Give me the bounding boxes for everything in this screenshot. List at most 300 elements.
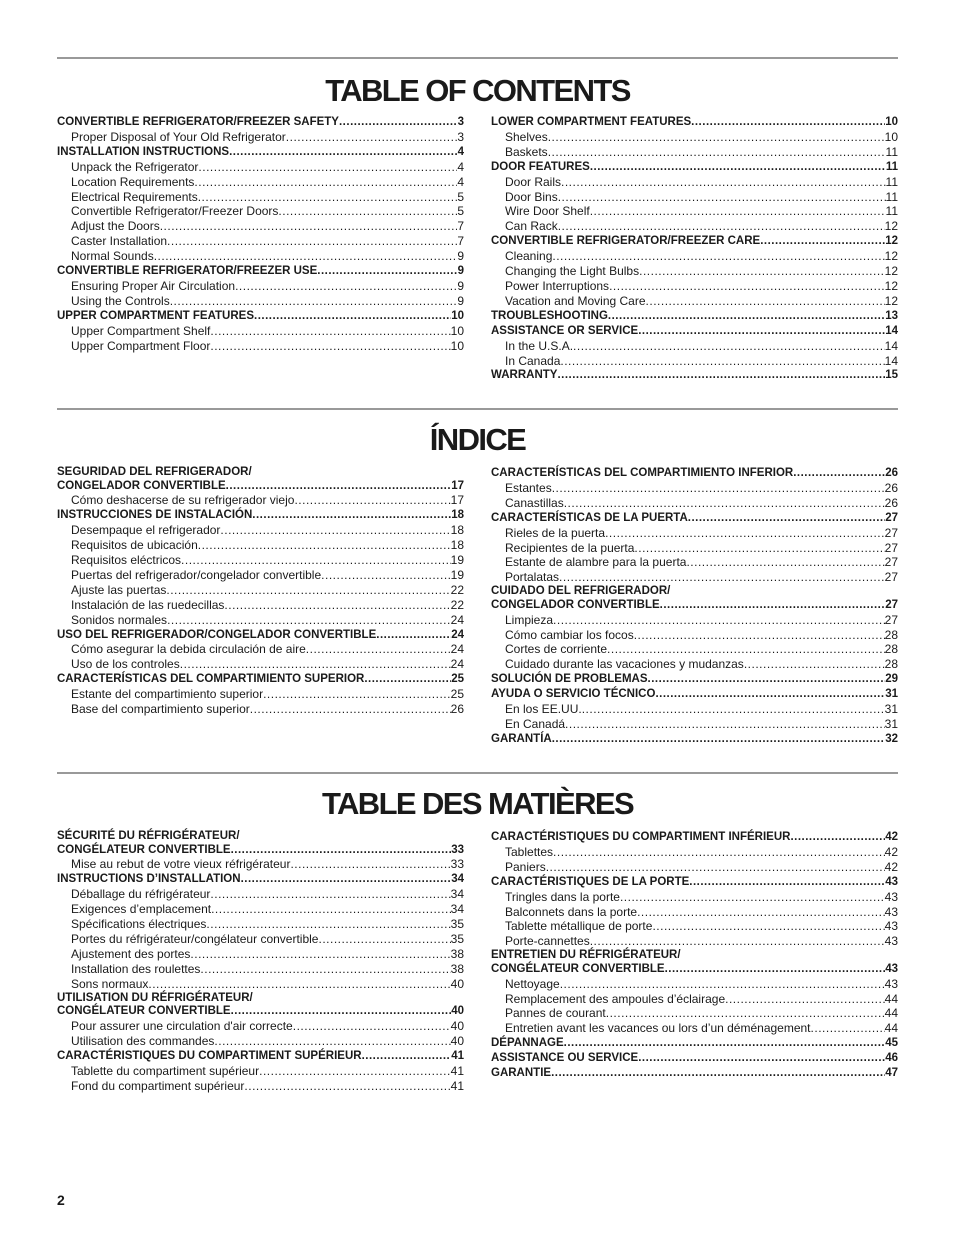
toc-subentry <box>491 845 898 860</box>
toc-entry-label: INSTRUCCIONES DE INSTALACIÓN <box>57 509 253 522</box>
toc-heading-entry <box>491 875 898 890</box>
toc-subentry <box>491 145 898 160</box>
toc-entry-label: CARACTERÍSTICAS DEL COMPARTIMIENTO INFERIOR <box>491 467 794 479</box>
toc-subentry <box>491 977 898 992</box>
toc-column-right <box>491 830 898 1094</box>
toc-entry-page: 41 <box>450 1078 464 1093</box>
toc-entry-page: 11 <box>885 204 898 219</box>
toc-entry-page: 35 <box>450 931 464 946</box>
toc-heading-entry <box>57 1004 464 1019</box>
dot-leader <box>235 279 457 294</box>
toc-entry-label: Power Interruptions <box>505 278 610 293</box>
toc-entry-label: Tringles dans la porte <box>505 889 620 904</box>
toc-entry-label: Cómo cambiar los focos <box>505 627 634 642</box>
toc-entry-page: 43 <box>884 934 898 949</box>
toc-subentry <box>57 523 464 538</box>
dot-leader <box>655 687 885 702</box>
toc-entry-page: 14 <box>884 338 898 353</box>
toc-column-left <box>57 115 464 383</box>
toc-subentry <box>491 339 898 354</box>
dot-leader <box>638 1051 885 1066</box>
dot-leader <box>278 204 457 219</box>
toc-subentry <box>57 947 464 962</box>
toc-subentry <box>57 190 464 205</box>
dot-leader <box>559 570 885 585</box>
toc-subentry <box>57 598 464 613</box>
toc-entry-label: Proper Disposal of Your Old Refrigerator <box>71 129 286 144</box>
toc-entry-label: Ajustement des portes <box>71 946 191 961</box>
toc-entry-label: Fond du compartiment supérieur <box>71 1078 245 1093</box>
toc-entry-label: Baskets <box>505 144 548 159</box>
toc-entry-page: 34 <box>450 887 464 902</box>
toc-entry-page: 27 <box>884 555 898 570</box>
toc-subentry <box>491 570 898 585</box>
dot-leader <box>744 657 885 672</box>
dot-leader <box>263 687 451 702</box>
toc-entry-label: CARACTÉRISTIQUES DU COMPARTIMENT INFÉRIEUR <box>491 831 791 843</box>
dot-leader <box>181 553 451 568</box>
dot-leader <box>362 1049 452 1064</box>
toc-entry-label: USO DEL REFRIGERADOR/CONGELADOR CONVERTIBLE <box>57 628 377 641</box>
toc-entry-label: Desempaque el refrigerador <box>71 523 221 538</box>
toc-entry-label: Estantes <box>505 480 552 495</box>
dot-leader <box>317 264 457 279</box>
toc-entry-label: Upper Compartment Floor <box>71 338 211 353</box>
section-rule <box>57 57 898 59</box>
toc-subentry <box>57 234 464 249</box>
dot-leader <box>582 702 885 717</box>
toc-entry-label: ASSISTANCE OU SERVICE <box>491 1052 639 1065</box>
dot-leader <box>557 368 885 383</box>
toc-entry-page: 9 <box>457 249 464 264</box>
toc-entry-page: 10 <box>451 309 464 322</box>
toc-subentry <box>491 496 898 511</box>
dot-leader <box>206 917 450 932</box>
toc-entry-page: 26 <box>885 467 898 479</box>
toc-subentry <box>491 190 898 205</box>
section-title: ÍNDICE <box>429 422 526 457</box>
toc-subentry <box>491 642 898 657</box>
toc-heading-entry <box>57 115 464 130</box>
toc-entry-page: 31 <box>885 688 898 701</box>
toc-entry-page: 26 <box>884 495 898 510</box>
dot-leader <box>190 947 450 962</box>
toc-entry-label: Ensuring Proper Air Circulation <box>71 278 236 293</box>
toc-heading-entry <box>57 628 464 643</box>
dot-leader <box>558 190 886 205</box>
toc-heading-entry <box>57 145 464 160</box>
toc-subentry <box>57 553 464 568</box>
toc-entry-page: 5 <box>457 189 464 204</box>
toc-subentry <box>57 962 464 977</box>
dot-leader <box>606 1006 885 1021</box>
toc-subentry <box>57 130 464 145</box>
toc-subentry <box>57 294 464 309</box>
dot-leader <box>160 219 458 234</box>
toc-subentry <box>57 613 464 628</box>
toc-entry-label: Base del compartimiento superior <box>71 702 250 717</box>
toc-heading-entry <box>57 1049 464 1064</box>
dot-leader <box>294 493 450 508</box>
toc-entry-label: UPPER COMPARTMENT FEATURES <box>57 309 254 322</box>
toc-subentry <box>491 481 898 496</box>
dot-leader <box>339 115 458 130</box>
dot-leader <box>564 496 885 511</box>
dot-leader <box>286 130 458 145</box>
toc-entry-page: 41 <box>450 1063 464 1078</box>
toc-subentry <box>57 160 464 175</box>
toc-heading-entry <box>491 309 898 324</box>
dot-leader <box>609 279 885 294</box>
toc-entry-label: CONGELADOR CONVERTIBLE <box>491 598 660 611</box>
toc-entry-label: Ajuste las puertas <box>71 582 167 597</box>
toc-entry-page: 43 <box>884 976 898 991</box>
toc-entry-page: 33 <box>451 843 464 856</box>
toc-column-left <box>57 830 464 1094</box>
toc-entry-page: 24 <box>450 612 464 627</box>
toc-entry-page: 47 <box>885 1067 898 1080</box>
toc-heading-entry <box>491 1066 898 1081</box>
dot-leader <box>605 526 885 541</box>
toc-subentry <box>491 204 898 219</box>
toc-entry-label: In Canada <box>505 353 561 368</box>
toc-entry-label: Upper Compartment Shelf <box>71 323 211 338</box>
toc-entry-page: 44 <box>884 991 898 1006</box>
toc-entry-label: CARACTERÍSTICAS DEL COMPARTIMIENTO SUPERIOR <box>57 673 365 686</box>
dot-leader <box>691 115 885 130</box>
toc-entry-label: Cómo asegurar la debida circulación de aire <box>71 642 306 657</box>
toc-entry-page: 9 <box>457 278 464 293</box>
dot-leader <box>211 902 451 917</box>
toc-subentry <box>57 1064 464 1079</box>
toc-entry-label: Tablette du compartiment supérieur <box>71 1063 260 1078</box>
toc-entry-page: 7 <box>457 219 464 234</box>
toc-subentry <box>491 628 898 643</box>
dot-leader <box>552 732 886 747</box>
dot-leader <box>560 354 884 369</box>
toc-entry-label: In the U.S.A. <box>505 338 574 353</box>
dot-leader <box>590 204 886 219</box>
toc-entry-page: 46 <box>885 1052 898 1065</box>
toc-heading-entry <box>491 324 898 339</box>
dot-leader <box>231 843 452 858</box>
toc-entry-page: 40 <box>451 1005 464 1018</box>
toc-entry-label: Entretien avant les vacances ou lors d’un déménagement <box>505 1021 811 1036</box>
toc-entry-page: 18 <box>450 538 464 553</box>
toc-entry-page: 28 <box>884 627 898 642</box>
toc-subentry <box>57 932 464 947</box>
toc-entry-page: 15 <box>885 369 898 382</box>
toc-entry-page: 40 <box>450 976 464 991</box>
dot-leader <box>290 857 450 872</box>
toc-entry-page: 27 <box>885 598 898 611</box>
toc-entry-label: TROUBLESHOOTING <box>491 309 608 322</box>
toc-entry-page: 9 <box>457 265 464 278</box>
dot-leader <box>689 875 885 890</box>
toc-entry-page: 24 <box>451 628 464 641</box>
toc-heading-entry <box>57 672 464 687</box>
toc-entry-label: En los EE.UU. <box>505 702 582 717</box>
toc-heading-entry <box>491 672 898 687</box>
toc-subentry <box>491 294 898 309</box>
toc-subentry <box>57 583 464 598</box>
toc-entry-label: Door Bins <box>505 189 558 204</box>
toc-subentry <box>57 977 464 992</box>
toc-heading-prefix: UTILISATION DU RÉFRIGÉRATEUR/ <box>57 991 253 1004</box>
toc-entry-page: 13 <box>885 309 898 322</box>
toc-entry-page: 12 <box>884 278 898 293</box>
toc-entry-page: 42 <box>885 831 898 843</box>
toc-entry-page: 27 <box>884 540 898 555</box>
section-title: TABLE DES MATIÈRES <box>321 786 634 821</box>
dot-leader <box>170 294 458 309</box>
toc-entry-page: 28 <box>884 642 898 657</box>
toc-entry-label: CARACTÉRISTIQUES DE LA PORTE <box>491 875 690 888</box>
dot-leader <box>318 932 450 947</box>
dot-leader <box>154 249 458 264</box>
toc-subentry <box>57 493 464 508</box>
dot-leader <box>561 175 886 190</box>
toc-entry-label: Installation des roulettes <box>71 961 201 976</box>
toc-entry-page: 4 <box>457 159 464 174</box>
toc-heading-entry <box>57 872 464 887</box>
toc-subentry <box>57 339 464 354</box>
toc-subentry <box>57 642 464 657</box>
toc-entry-page: 24 <box>450 642 464 657</box>
dot-leader <box>259 1064 451 1079</box>
dot-leader <box>231 1004 452 1019</box>
toc-subentry <box>491 1021 898 1036</box>
toc-entry-page: 14 <box>885 324 898 337</box>
toc-subentry <box>491 219 898 234</box>
toc-entry-label: Déballage du réfrigérateur <box>71 887 211 902</box>
toc-entry-page: 11 <box>885 144 898 159</box>
toc-column-left <box>57 466 464 747</box>
dot-leader <box>553 845 885 860</box>
toc-entry-page: 26 <box>884 480 898 495</box>
dot-leader <box>560 977 885 992</box>
dot-leader <box>220 523 450 538</box>
toc-entry-label: Requisitos eléctricos <box>71 553 182 568</box>
dot-leader <box>793 466 885 481</box>
toc-entry-label: Changing the Light Bulbs <box>505 264 640 279</box>
toc-entry-label: INSTRUCTIONS D’INSTALLATION <box>57 873 241 886</box>
toc-heading-prefix: SEGURIDAD DEL REFRIGERADOR/ <box>57 466 252 478</box>
dot-leader <box>553 613 885 628</box>
toc-entry-page: 22 <box>450 597 464 612</box>
toc-entry-page: 27 <box>884 525 898 540</box>
toc-subentry <box>57 175 464 190</box>
toc-heading-prefix: SÉCURITÉ DU RÉFRIGÉRATEUR/ <box>57 830 240 842</box>
toc-entry-page: 12 <box>884 219 898 234</box>
dot-leader <box>652 919 884 934</box>
toc-subentry <box>57 568 464 583</box>
toc-entry-label: CONGÉLATEUR CONVERTIBLE <box>57 843 231 856</box>
toc-subentry <box>57 249 464 264</box>
dot-leader <box>634 541 884 556</box>
toc-subentry <box>57 887 464 902</box>
dot-leader <box>551 1066 885 1081</box>
toc-entry-label: Cuidado durante las vacaciones y mudanzas <box>505 657 744 672</box>
toc-entry-page: 41 <box>451 1049 464 1062</box>
toc-entry-label: WARRANTY <box>491 369 558 382</box>
toc-entry-label: Location Requirements <box>71 174 195 189</box>
toc-entry-label: Balconnets dans la porte <box>505 904 638 919</box>
toc-entry-label: GARANTIE <box>491 1067 552 1080</box>
toc-entry-page: 22 <box>450 582 464 597</box>
toc-entry-page: 34 <box>450 902 464 917</box>
toc-entry-label: Tablette métallique de porte <box>505 919 653 934</box>
toc-entry-label: ASSISTANCE OR SERVICE <box>491 324 639 337</box>
dot-leader <box>646 294 885 309</box>
dot-leader <box>660 598 886 613</box>
dot-leader <box>552 481 885 496</box>
toc-entry-page: 35 <box>450 917 464 932</box>
toc-subentry <box>491 860 898 875</box>
toc-entry-label: Porte-cannettes <box>505 934 590 949</box>
dot-leader <box>760 234 885 249</box>
toc-entry-label: Spécifications électriques <box>71 917 207 932</box>
toc-subentry <box>491 249 898 264</box>
dot-leader <box>210 324 450 339</box>
toc-subentry <box>57 702 464 717</box>
dot-leader <box>639 264 885 279</box>
dot-leader <box>167 613 451 628</box>
toc-column-right <box>491 115 898 383</box>
dot-leader <box>590 160 886 175</box>
toc-entry-page: 4 <box>457 174 464 189</box>
toc-heading-entry <box>491 160 898 175</box>
dot-leader <box>198 160 457 175</box>
toc-entry-label: DÉPANNAGE <box>491 1037 564 1050</box>
toc-entry-label: INSTALLATION INSTRUCTIONS <box>57 145 230 158</box>
dot-leader <box>254 309 451 324</box>
toc-heading-entry <box>491 687 898 702</box>
toc-heading-entry <box>491 732 898 747</box>
toc-entry-page: 44 <box>884 1021 898 1036</box>
toc-entry-page: 12 <box>884 249 898 264</box>
toc-entry-label: Recipientes de la puerta <box>505 540 635 555</box>
toc-entry-page: 29 <box>885 673 898 686</box>
toc-entry-label: Door Rails <box>505 174 562 189</box>
toc-subentry <box>491 702 898 717</box>
toc-subentry <box>491 613 898 628</box>
toc-subentry <box>57 687 464 702</box>
toc-entry-page: 43 <box>884 919 898 934</box>
toc-subentry <box>491 541 898 556</box>
toc-subentry <box>491 919 898 934</box>
dot-leader <box>607 642 885 657</box>
toc-entry-label: Using the Controls <box>71 293 170 308</box>
dot-leader <box>364 672 451 687</box>
toc-entry-label: Sons normaux <box>71 976 149 991</box>
toc-entry-label: LOWER COMPARTMENT FEATURES <box>491 116 692 128</box>
toc-entry-page: 27 <box>885 511 898 524</box>
dot-leader <box>725 992 885 1007</box>
toc-entry-label: DOOR FEATURES <box>491 160 590 173</box>
toc-entry-page: 42 <box>884 859 898 874</box>
toc-heading-entry <box>57 309 464 324</box>
toc-entry-page: 24 <box>450 657 464 672</box>
toc-subentry <box>491 905 898 920</box>
toc-entry-page: 19 <box>450 553 464 568</box>
toc-heading-entry <box>491 962 898 977</box>
dot-leader <box>224 598 450 613</box>
toc-subentry <box>57 657 464 672</box>
toc-entry-label: Nettoyage <box>505 976 560 991</box>
toc-entry-page: 17 <box>451 479 464 492</box>
toc-entry-label: Estante de alambre para la puerta <box>505 555 687 570</box>
toc-entry-label: Instalación de las ruedecillas <box>71 597 225 612</box>
dot-leader <box>198 190 458 205</box>
dot-leader <box>376 628 451 643</box>
toc-subentry <box>491 657 898 672</box>
toc-entry-page: 25 <box>451 673 464 686</box>
toc-heading-entry <box>491 1036 898 1051</box>
toc-subentry <box>491 934 898 949</box>
dot-leader <box>564 1036 886 1051</box>
toc-entry-label: Cleaning <box>505 249 553 264</box>
toc-entry-label: Normal Sounds <box>71 249 154 264</box>
toc-subentry <box>491 890 898 905</box>
toc-heading-entry <box>491 115 898 130</box>
dot-leader <box>648 672 886 687</box>
toc-entry-label: CARACTERÍSTICAS DE LA PUERTA <box>491 511 688 524</box>
toc-entry-label: Vacation and Moving Care <box>505 293 646 308</box>
toc-entry-label: CONGÉLATEUR CONVERTIBLE <box>491 962 665 975</box>
dot-leader <box>241 872 452 887</box>
toc-entry-page: 11 <box>885 189 898 204</box>
dot-leader <box>321 568 450 583</box>
toc-entry-label: Portes du réfrigérateur/congélateur convertible <box>71 931 319 946</box>
dot-leader <box>565 717 885 732</box>
toc-entry-label: Can Rack <box>505 219 558 234</box>
dot-leader <box>686 555 884 570</box>
dot-leader <box>293 1019 451 1034</box>
toc-entry-page: 40 <box>450 1033 464 1048</box>
section-rule <box>57 772 898 774</box>
toc-entry-label: CONGELADOR CONVERTIBLE <box>57 479 226 492</box>
toc-subentry <box>57 917 464 932</box>
toc-entry-label: SOLUCIÓN DE PROBLEMAS <box>491 673 648 686</box>
toc-entry-page: 32 <box>885 732 898 745</box>
toc-entry-page: 43 <box>885 875 898 888</box>
dot-leader <box>214 1034 450 1049</box>
dot-leader <box>688 511 885 526</box>
toc-entry-label: Convertible Refrigerator/Freezer Doors <box>71 204 279 219</box>
toc-heading-entry <box>491 1051 898 1066</box>
toc-subentry <box>57 1079 464 1094</box>
toc-entry-page: 10 <box>450 323 464 338</box>
toc-section-spanish <box>57 408 898 747</box>
toc-entry-page: 11 <box>885 160 898 173</box>
toc-entry-label: AYUDA O SERVICIO TÉCNICO <box>491 688 656 701</box>
toc-subentry <box>491 526 898 541</box>
dot-leader <box>573 339 885 354</box>
toc-entry-label: Electrical Requirements <box>71 189 198 204</box>
toc-subentry <box>491 717 898 732</box>
dot-leader <box>608 309 885 324</box>
toc-entry-page: 33 <box>450 857 464 872</box>
dot-leader <box>166 583 450 598</box>
toc-heading-entry <box>57 843 464 858</box>
toc-heading-entry <box>491 598 898 613</box>
toc-entry-page: 12 <box>885 235 898 248</box>
toc-subentry <box>491 279 898 294</box>
toc-entry-page: 45 <box>885 1037 898 1050</box>
toc-entry-label: CONVERTIBLE REFRIGERATOR/FREEZER CARE <box>491 235 761 248</box>
toc-entry-label: Canastillas <box>505 495 564 510</box>
